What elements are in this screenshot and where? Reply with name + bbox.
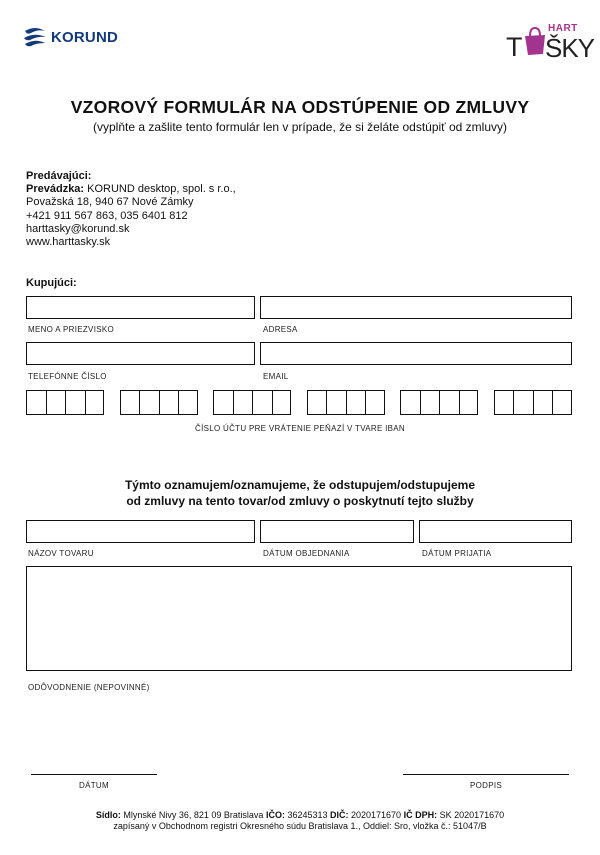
statement-line-1: Týmto oznamujem/oznamujeme, že odstupujem/odstupujeme [124,478,476,492]
korund-logo-icon [22,26,48,48]
iban-cell[interactable] [326,390,346,415]
iban-cell[interactable] [120,390,140,415]
iban-cell[interactable] [513,390,533,415]
footer-icdph-value: SK 2020171670 [437,810,505,820]
footer-dic-value: 2020171670 [348,810,404,820]
name-field[interactable] [26,296,255,319]
product-name-field[interactable] [26,520,255,543]
iban-cell[interactable] [272,390,292,415]
iban-group-1 [26,390,104,415]
iban-cell[interactable] [233,390,253,415]
receipt-date-field[interactable] [419,520,572,543]
footer [0,810,600,832]
receipt-date-label: DÁTUM PRIJATIA [422,549,492,558]
iban-cell[interactable] [26,390,46,415]
iban-cell[interactable] [139,390,159,415]
phone-field-label: TELEFÓNNE ČÍSLO [28,372,107,381]
signature-label: PODPIS [469,781,503,790]
iban-cell[interactable] [178,390,198,415]
iban-group-6 [494,390,572,415]
iban-cell[interactable] [533,390,553,415]
iban-cell[interactable] [252,390,272,415]
date-signature-label: DÁTUM [79,781,109,790]
seller-operator-value: KORUND desktop, spol. s r.o., [84,183,236,196]
iban-group-2 [120,390,198,415]
footer-ico-label: IČO: [265,810,285,820]
footer-line-2: zapísaný v Obchodnom registri Okresného súdu Bratislava 1., Oddiel: Sro, vložka č.: 51047/B [113,821,487,831]
iban-cell[interactable] [65,390,85,415]
buyer-heading: Kupujúci: [26,277,77,289]
seller-email: harttasky@korund.sk [26,222,130,235]
iban-cell[interactable] [46,390,66,415]
phone-field[interactable] [26,342,255,365]
handbag-icon [523,26,547,56]
korund-logo [22,26,118,48]
footer-ico-value: 36245313 [284,810,330,820]
email-field-label: EMAIL [263,372,289,381]
date-signature-line[interactable] [31,774,157,775]
korund-logo-text: KORUND [51,28,119,46]
seller-block [26,170,236,249]
email-field[interactable] [260,342,572,365]
iban-cell[interactable] [552,390,572,415]
signature-line[interactable] [403,774,569,775]
iban-label: ČÍSLO ÚČTU PRE VRÁTENIE PEŇAZÍ V TVARE IBAN [195,424,405,433]
address-field-label: ADRESA [263,325,298,334]
iban-cell[interactable] [400,390,420,415]
footer-icdph-label: IČ DPH: [403,810,438,820]
iban-cell[interactable] [307,390,327,415]
harttasky-logo-sky: ŠKY [545,33,595,63]
form-subtitle: (vyplňte a zašlite tento formulár len v prípade, že si želáte odstúpiť od zmluvy) [92,120,508,134]
footer-seat-value: Mlynské Nivy 36, 821 09 Bratislava [120,810,266,820]
iban-group-4 [307,390,385,415]
harttasky-logo-hart: HART [548,23,578,34]
seller-address: Považská 18, 940 67 Nové Zámky [26,196,194,209]
footer-line-1 [0,810,600,821]
iban-cell[interactable] [439,390,459,415]
footer-seat-label: Sídlo: [95,810,121,820]
reason-label: ODÔVODNENIE (NEPOVINNÉ) [28,683,150,692]
form-title: VZOROVÝ FORMULÁR NA ODSTÚPENIE OD ZMLUVY [70,97,530,117]
product-name-label: NÁZOV TOVARU [28,549,94,558]
reason-textarea[interactable] [26,566,572,671]
iban-cell[interactable] [459,390,479,415]
order-date-field[interactable] [260,520,414,543]
withdrawal-statement [0,478,600,509]
iban-group-3 [213,390,291,415]
iban-cell[interactable] [159,390,179,415]
iban-cell[interactable] [420,390,440,415]
seller-phones: +421 911 567 863, 035 6401 812 [26,209,188,222]
name-field-label: MENO A PRIEZVISKO [28,325,115,334]
iban-cell[interactable] [494,390,514,415]
order-date-label: DÁTUM OBJEDNANIA [263,549,350,558]
iban-cell[interactable] [365,390,385,415]
footer-dic-label: DIČ: [330,810,349,820]
address-field[interactable] [260,296,572,319]
harttasky-logo-t: T [506,32,523,62]
statement-line-2: od zmluvy na tento tovar/od zmluvy o poskytnutí tejto služby [126,493,474,508]
iban-cell[interactable] [85,390,105,415]
seller-web: www.harttasky.sk [26,236,111,249]
iban-group-5 [400,390,478,415]
seller-operator-label: Prevádzka: [26,183,85,196]
iban-cell[interactable] [213,390,233,415]
iban-cell[interactable] [346,390,366,415]
harttasky-logo [504,20,595,66]
seller-heading: Predávajúci: [26,170,92,182]
